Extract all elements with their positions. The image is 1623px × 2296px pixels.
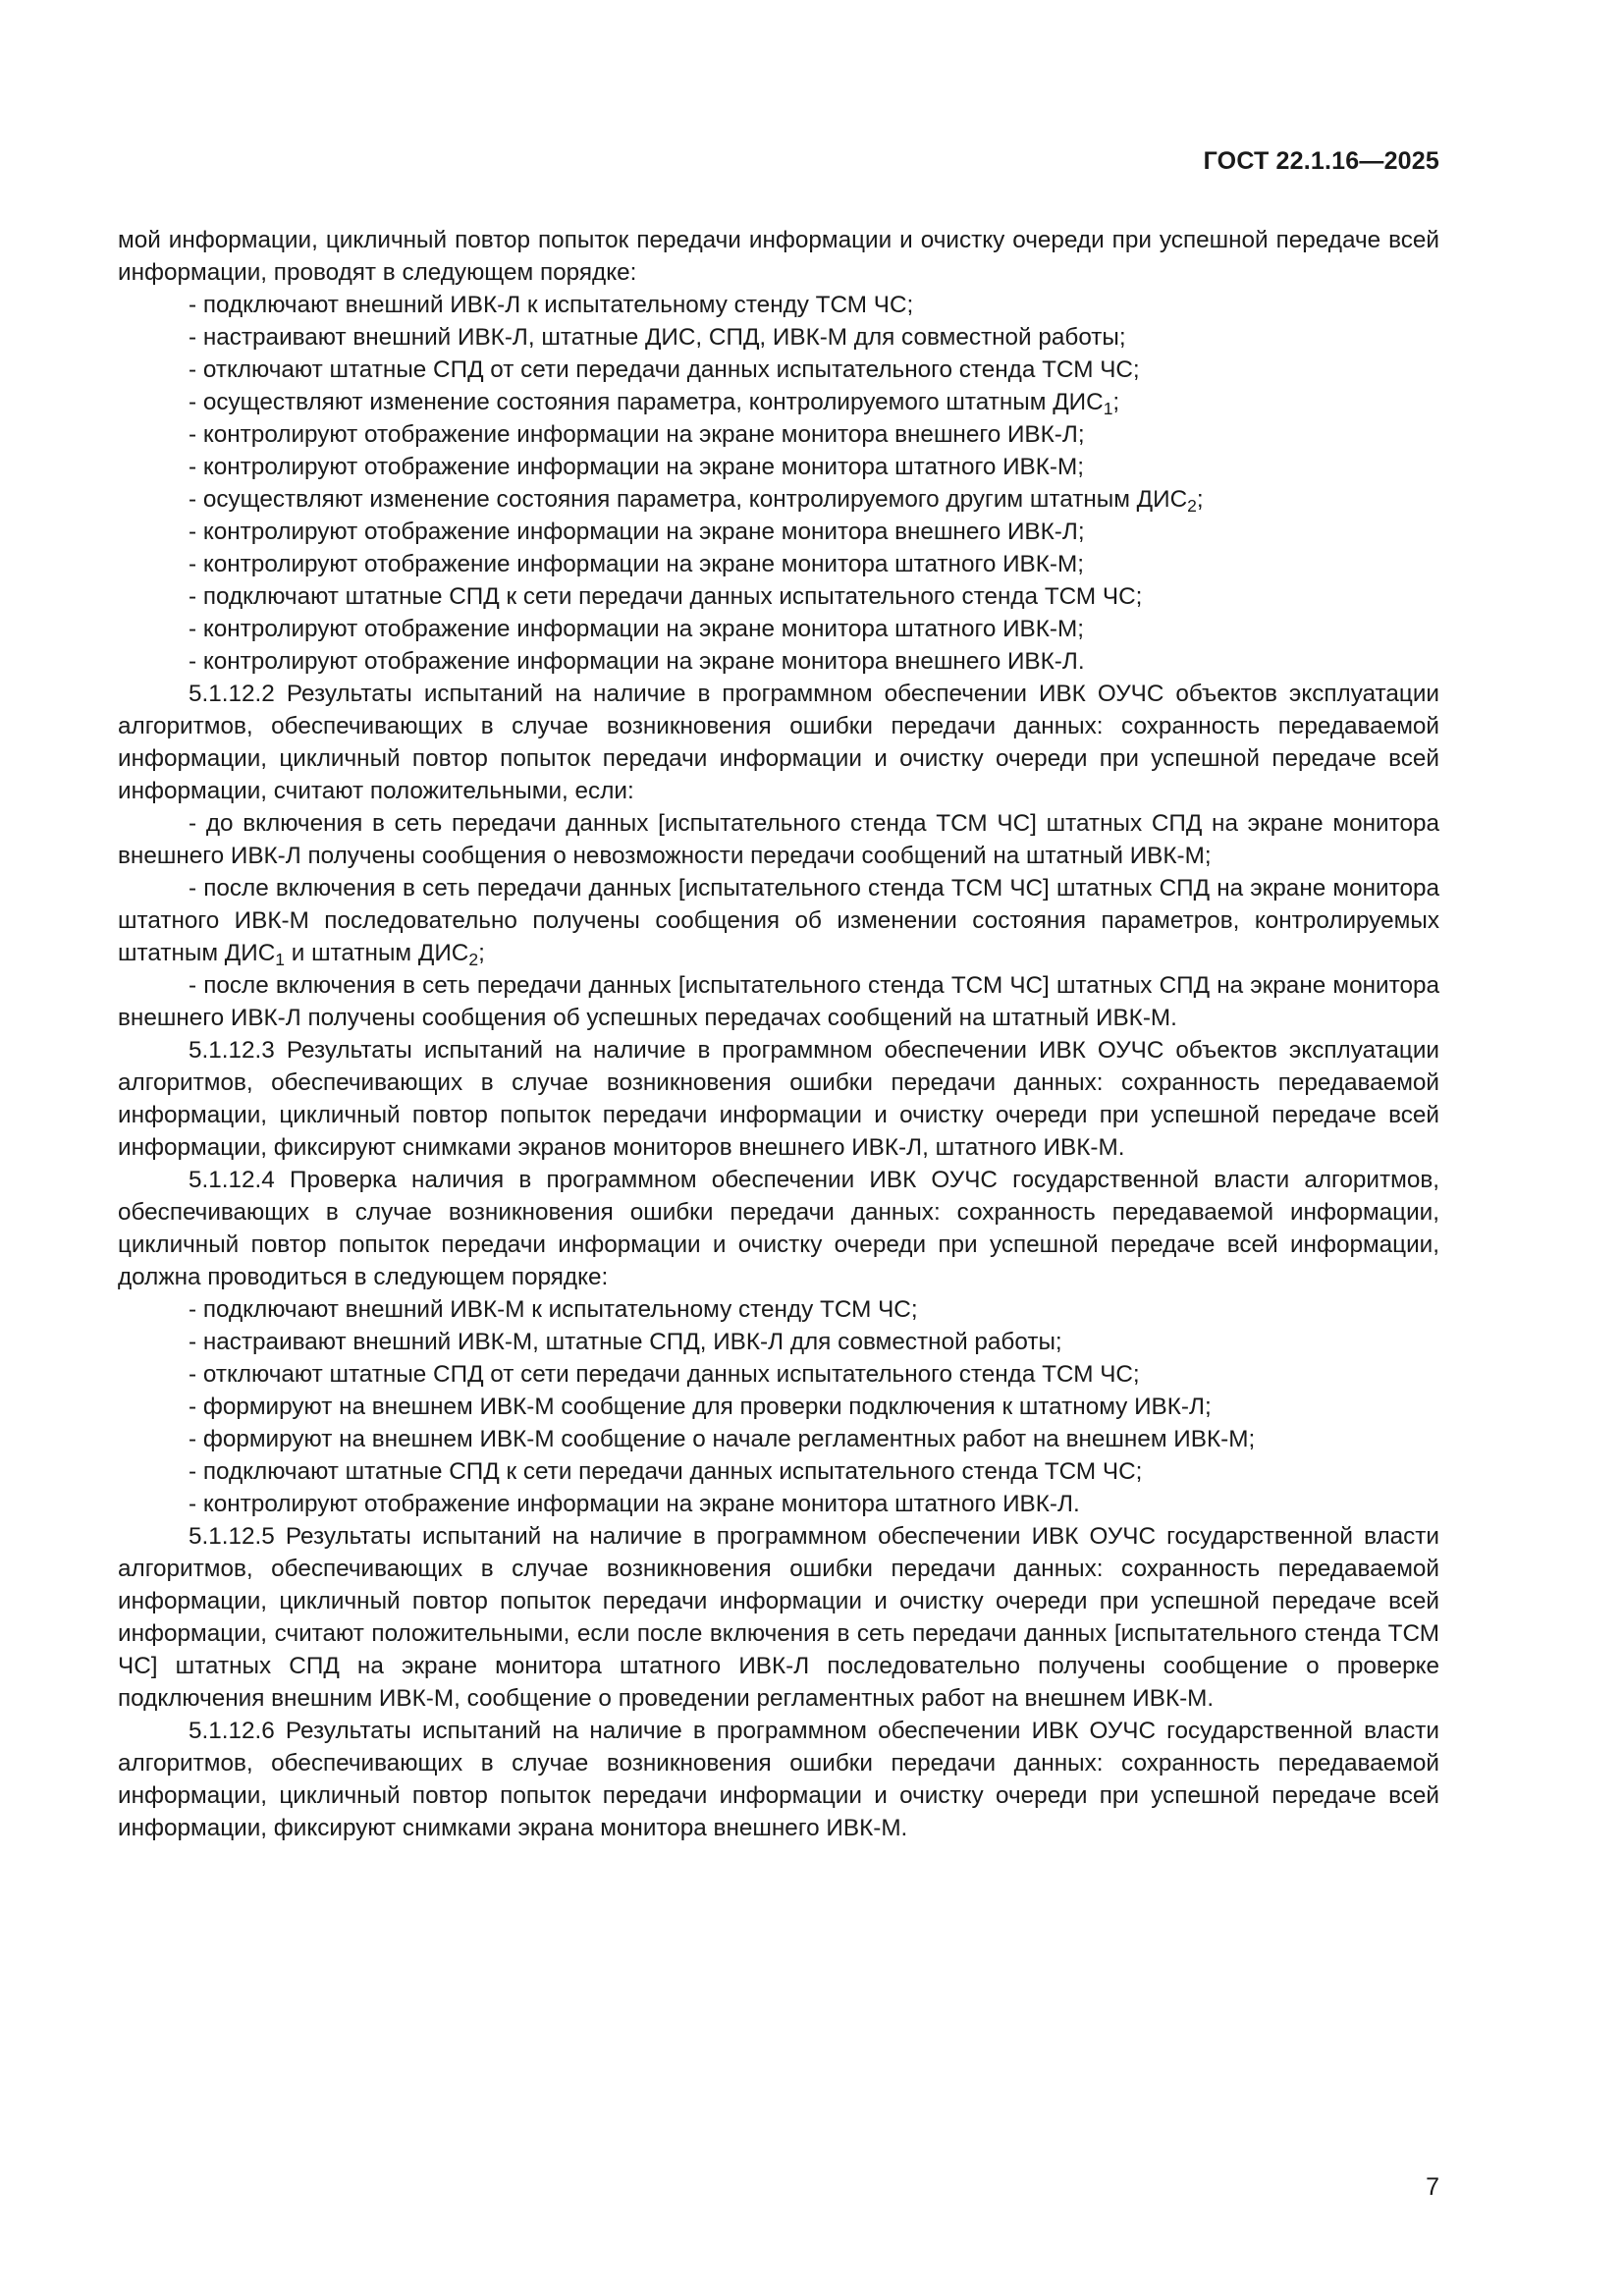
text-run: - контролируют отображение информации на экране монитора штатного ИВК-М;: [189, 616, 1084, 642]
paragraph: [118, 1034, 1439, 1164]
text-run: - контролируют отображение информации на экране монитора штатного ИВК-М;: [189, 551, 1084, 577]
subscript-index: 2: [468, 950, 479, 970]
text-run: ;: [478, 940, 485, 966]
paragraph: [118, 224, 1439, 289]
text-run: - подключают внешний ИВК-М к испытательному стенду ТСМ ЧС;: [189, 1296, 918, 1323]
text-run: 5.1.12.3 Результаты испытаний на наличие в программном обеспечении ИВК ОУЧС объектов эксплуатации алгоритмов, обеспечивающих в случае возникновения ошибки передачи данных: сохранность передаваемой информации, цикличный повтор попыток передачи информации и очистку очереди при успешной передаче всей информации, фиксируют снимками экранов мониторов внешнего ИВК-Л, штатного ИВК-М.: [118, 1037, 1439, 1161]
list-item: [118, 386, 1439, 418]
paragraph: [118, 969, 1439, 1034]
subscript-index: 2: [1187, 496, 1197, 517]
document-body: [118, 224, 1439, 1844]
text-run: 5.1.12.6 Результаты испытаний на наличие в программном обеспечении ИВК ОУЧС государственной власти алгоритмов, обеспечивающих в случае возникновения ошибки передачи данных: сохранность передаваемой информации, цикличный повтор попыток передачи информации и очистку очереди при успешной передаче всей информации, фиксируют снимками экрана монитора внешнего ИВК-М.: [118, 1718, 1439, 1841]
list-item: [118, 580, 1439, 613]
list-item: [118, 418, 1439, 451]
paragraph: [118, 807, 1439, 872]
text-run: - до включения в сеть передачи данных [испытательного стенда ТСМ ЧС] штатных СПД на экране монитора внешнего ИВК-Л получены сообщения о невозможности передачи сообщений на штатный ИВК-М;: [118, 810, 1439, 869]
text-run: 5.1.12.2 Результаты испытаний на наличие в программном обеспечении ИВК ОУЧС объектов эксплуатации алгоритмов, обеспечивающих в случае возникновения ошибки передачи данных: сохранность передаваемой информации, цикличный повтор попыток передачи информации и очистку очереди при успешной передаче всей информации, считают положительными, если:: [118, 681, 1439, 804]
list-item: [118, 1293, 1439, 1326]
subscript-index: 1: [1103, 399, 1113, 419]
text-run: мой информации, цикличный повтор попыток передачи информации и очистку очереди при успешной передаче всей информации, проводят в следующем порядке:: [118, 227, 1439, 286]
text-run: - контролируют отображение информации на экране монитора штатного ИВК-Л.: [189, 1491, 1080, 1517]
paragraph: [118, 1520, 1439, 1715]
text-run: 5.1.12.5 Результаты испытаний на наличие в программном обеспечении ИВК ОУЧС государственной власти алгоритмов, обеспечивающих в случае возникновения ошибки передачи данных: сохранность передаваемой информации, цикличный повтор попыток передачи информации и очистку очереди при успешной передаче всей информации, считают положительными, если после включения в сеть передачи данных [испытательного стенда ТСМ ЧС] штатных СПД на экране монитора штатного ИВК-Л последовательно получены сообщение о проверке подключения внешним ИВК-М, сообщение о проведении регламентных работ на внешнем ИВК-М.: [118, 1523, 1439, 1712]
text-run: ;: [1196, 486, 1204, 513]
text-run: - осуществляют изменение состояния параметра, контролируемого штатным ДИС: [189, 389, 1104, 415]
text-run: - отключают штатные СПД от сети передачи данных испытательного стенда ТСМ ЧС;: [189, 1361, 1140, 1388]
paragraph: [118, 1164, 1439, 1293]
list-item: [118, 483, 1439, 516]
paragraph: [118, 678, 1439, 807]
text-run: - отключают штатные СПД от сети передачи данных испытательного стенда ТСМ ЧС;: [189, 356, 1140, 383]
list-item: [118, 1455, 1439, 1488]
list-item: [118, 548, 1439, 580]
text-run: - формируют на внешнем ИВК-М сообщение о начале регламентных работ на внешнем ИВК-М;: [189, 1426, 1256, 1452]
list-item: [118, 1488, 1439, 1520]
text-run: ;: [1112, 389, 1120, 415]
list-item: [118, 321, 1439, 354]
text-run: - настраивают внешний ИВК-М, штатные СПД, ИВК-Л для совместной работы;: [189, 1329, 1062, 1355]
text-run: - подключают штатные СПД к сети передачи данных испытательного стенда ТСМ ЧС;: [189, 1458, 1143, 1485]
text-run: - настраивают внешний ИВК-Л, штатные ДИС, СПД, ИВК-М для совместной работы;: [189, 324, 1126, 351]
text-run: - формируют на внешнем ИВК-М сообщение для проверки подключения к штатному ИВК-Л;: [189, 1394, 1212, 1420]
document-code-header: ГОСТ 22.1.16—2025: [1203, 147, 1439, 175]
list-item: [118, 1423, 1439, 1455]
text-run: - после включения в сеть передачи данных [испытательного стенда ТСМ ЧС] штатных СПД на экране монитора внешнего ИВК-Л получены сообщения об успешных передачах сообщений на штатный ИВК-М.: [118, 972, 1439, 1031]
list-item: [118, 516, 1439, 548]
list-item: [118, 1391, 1439, 1423]
list-item: [118, 289, 1439, 321]
list-item: [118, 451, 1439, 483]
list-item: [118, 354, 1439, 386]
paragraph: [118, 872, 1439, 969]
text-run: - подключают внешний ИВК-Л к испытательному стенду ТСМ ЧС;: [189, 292, 914, 318]
page-number: 7: [1426, 2173, 1439, 2201]
subscript-index: 1: [275, 950, 285, 970]
text-run: 5.1.12.4 Проверка наличия в программном обеспечении ИВК ОУЧС государственной власти алгоритмов, обеспечивающих в случае возникновения ошибки передачи данных: сохранность передаваемой информации, цикличный повтор попыток передачи информации и очистку очереди при успешной передаче всей информации, должна проводиться в следующем порядке:: [118, 1167, 1439, 1290]
text-run: и штатным ДИС: [285, 940, 469, 966]
text-run: - подключают штатные СПД к сети передачи данных испытательного стенда ТСМ ЧС;: [189, 583, 1143, 610]
list-item: [118, 613, 1439, 645]
text-run: - осуществляют изменение состояния параметра, контролируемого другим штатным ДИС: [189, 486, 1188, 513]
text-run: - контролируют отображение информации на экране монитора внешнего ИВК-Л.: [189, 648, 1085, 675]
list-item: [118, 1326, 1439, 1358]
paragraph: [118, 1715, 1439, 1844]
list-item: [118, 1358, 1439, 1391]
text-run: - контролируют отображение информации на экране монитора штатного ИВК-М;: [189, 454, 1084, 480]
text-run: - контролируют отображение информации на экране монитора внешнего ИВК-Л;: [189, 519, 1085, 545]
text-run: - после включения в сеть передачи данных [испытательного стенда ТСМ ЧС] штатных СПД на экране монитора штатного ИВК-М последовательно получены сообщения об изменении состояния параметров, контролируемых штатным ДИС: [118, 875, 1439, 966]
list-item: [118, 645, 1439, 678]
text-run: - контролируют отображение информации на экране монитора внешнего ИВК-Л;: [189, 421, 1085, 448]
